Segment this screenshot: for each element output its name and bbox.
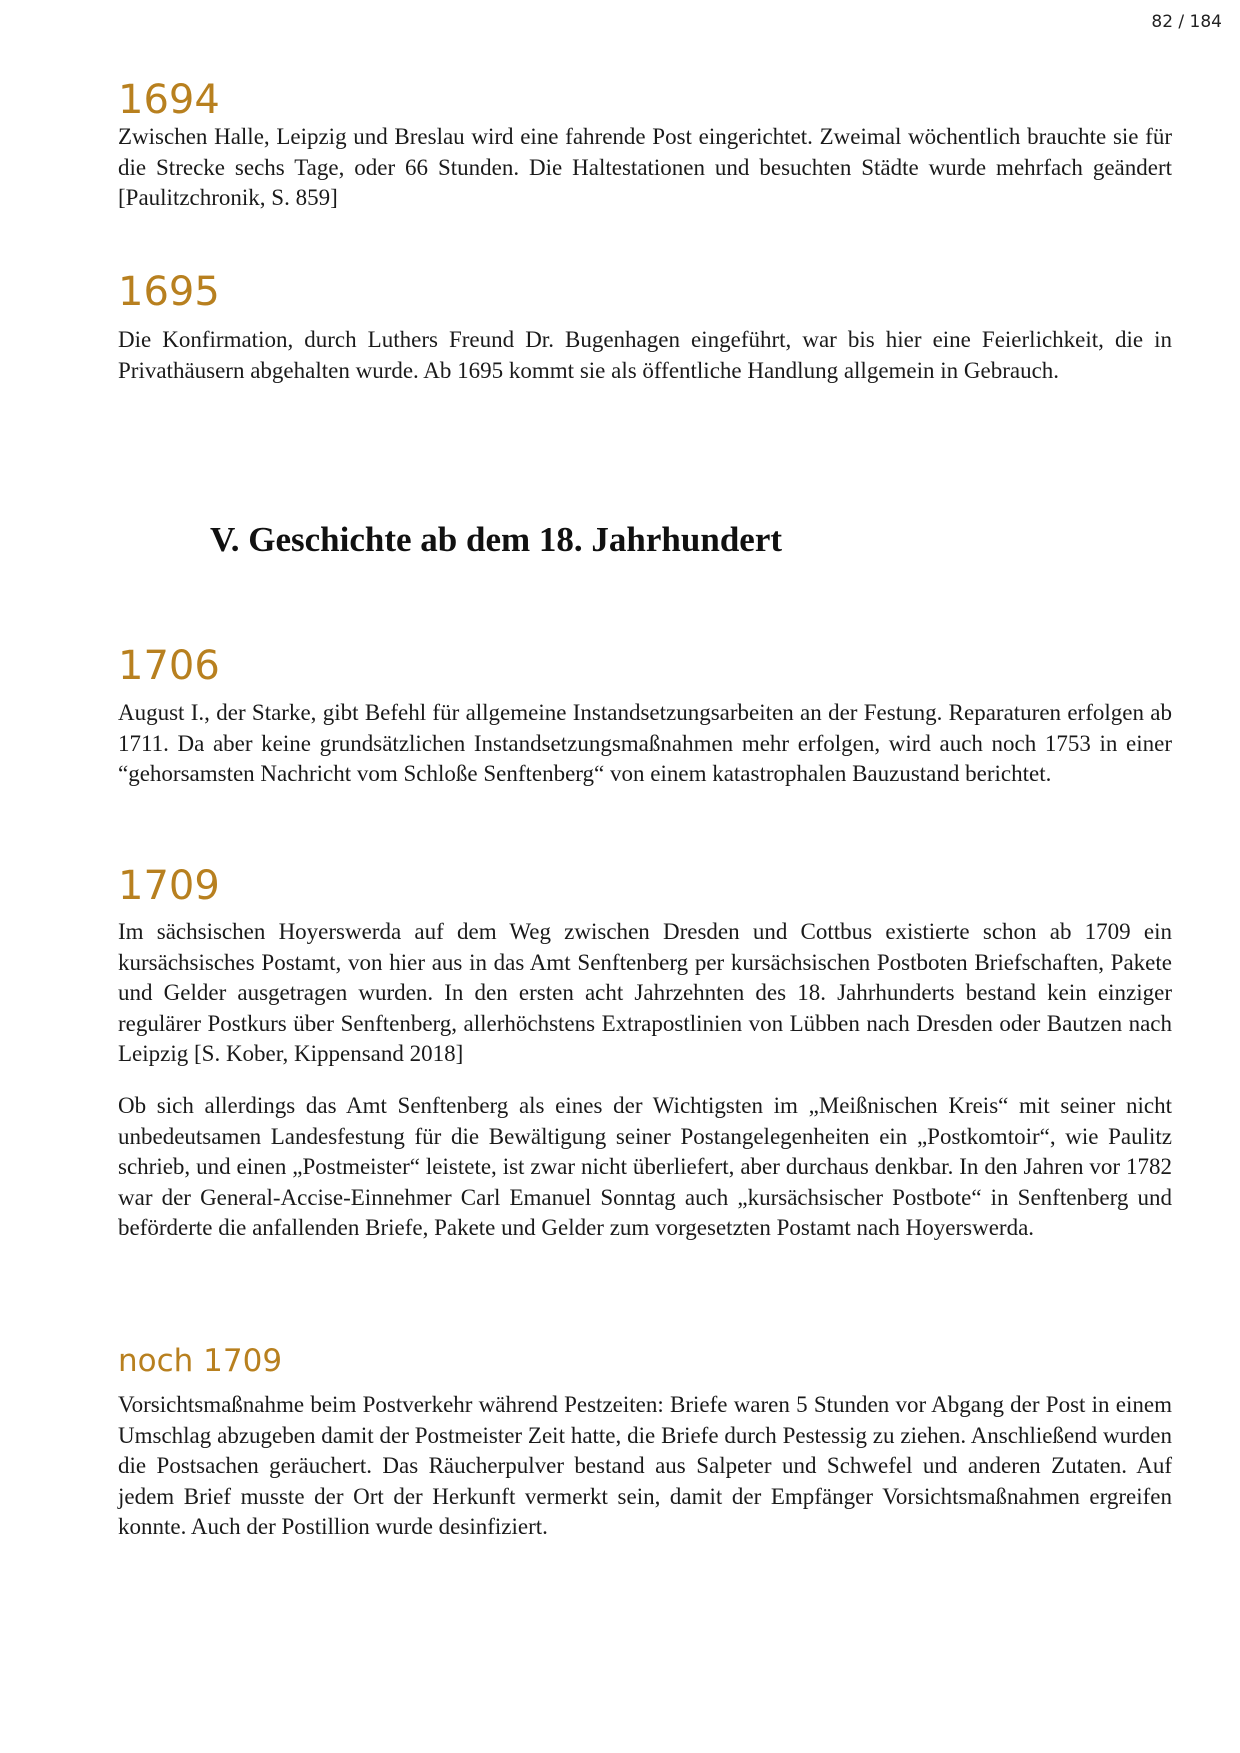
paragraph-noch-1709: Vorsichtsmaßnahme beim Postverkehr während Pestzeiten: Briefe waren 5 Stunden vor Abgang der Post in einem Umschlag abzugeben damit der Postmeister Zeit hatte, die Briefe durch Pestessig zu ziehen. Anschließend wurden die Postsachen geräuchert. Das Räucherpulver bestand aus Salpeter und Schwefel und anderen Zutaten. Auf jedem Brief musste der Ort der Herkunft vermerkt sein, damit der Empfänger Vorsichtsmaßnahmen ergreifen konnte. Auch der Postillion wurde desinfiziert. xyxy=(118,1392,1172,1539)
year-heading-1706: 1706 xyxy=(118,643,220,689)
paragraph-1709-b: Ob sich allerdings das Amt Senftenberg als eines der Wichtigsten im „Meißnischen Kreis“ mit seiner nicht unbedeutsamen Landesfestung für die Bewältigung seiner Postangelegenheiten ein „Postkomtoir“, wie Paulitz schrieb, und einen „Postmeister“ leistete, ist zwar nicht überliefert, aber durchaus denkbar. In den Jahren vor 1782 war der General-Accise-Einnehmer Carl Emanuel Sonntag auch „kursächsischer Postbote“ in Senftenberg und beförderte die anfallenden Briefe, Pakete und Gelder zum vorgesetzten Postamt nach Hoyerswerda. xyxy=(118,1093,1172,1240)
paragraph-1694: Zwischen Halle, Leipzig und Breslau wird eine fahrende Post eingerichtet. Zweimal wöchentlich brauchte sie für die Strecke sechs Tage, oder 66 Stunden. Die Haltestationen und besuchten Städte wurde mehrfach geändert [Paulitzchronik, S. 859] xyxy=(118,124,1172,210)
chapter-title: V. Geschichte ab dem 18. Jahrhundert xyxy=(210,520,783,559)
year-heading-noch-1709: noch 1709 xyxy=(118,1343,283,1379)
paragraph-1706: August I., der Starke, gibt Befehl für allgemeine Instandsetzungsarbeiten an der Festung. Reparaturen erfolgen ab 1711. Da aber keine grundsätzlichen Instandsetzungsmaßnahmen mehr erfolgen, wird auch noch 1753 in einer “gehorsamsten Nachricht vom Schloße Senftenberg“ von einem katastrophalen Bauzustand berichtet. xyxy=(118,700,1172,786)
year-heading-1709: 1709 xyxy=(118,863,220,909)
page-number: 82 / 184 xyxy=(1151,12,1222,32)
paragraph-1695: Die Konfirmation, durch Luthers Freund Dr. Bugenhagen eingeführt, war bis hier eine Feierlichkeit, die in Privathäusern abgehalten wurde. Ab 1695 kommt sie als öffentliche Handlung allgemein in Gebrauch. xyxy=(118,327,1172,383)
year-heading-1695: 1695 xyxy=(118,269,220,315)
year-heading-1694: 1694 xyxy=(118,77,220,123)
paragraph-1709-a: Im sächsischen Hoyerswerda auf dem Weg zwischen Dresden und Cottbus existierte schon ab 1709 ein kursächsisches Postamt, von hier aus in das Amt Senftenberg per kursächsischen Postboten Briefschaften, Pakete und Gelder ausgetragen wurden. In den ersten acht Jahrzehnten des 18. Jahrhunderts bestand kein einziger regulärer Postkurs über Senftenberg, allerhöchstens Extrapostlinien von Lübben nach Dresden oder Bautzen nach Leipzig [S. Kober, Kippensand 2018] xyxy=(118,919,1172,1066)
